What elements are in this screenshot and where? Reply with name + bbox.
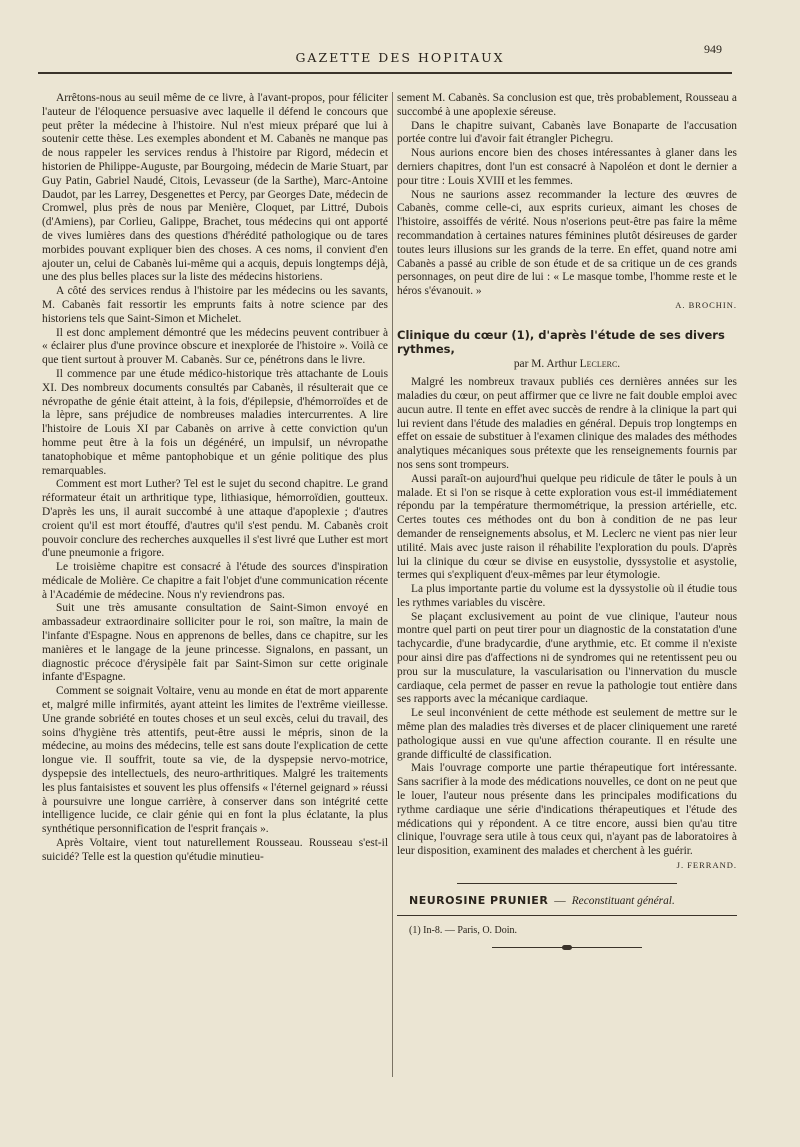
page-number: 949	[704, 42, 722, 56]
paragraph: Arrêtons-nous au seuil même de ce livre, à l'avant-propos, pour féliciter l'auteur de l'éloquence persuasive avec laquelle il défend le concours que peut prêter la médecine à l'histoire. Nul n'est mieux préparé que lui à soutenir cette thèse. Les exemples abondent et M. Cabanès ne manque pas de nous rappeler les services rendus à l'histoire par Rigord, médecin et historien de Philippe-Auguste, par Bourgoing, médecin de Marie Stuart, par Guy Patin, Gabriel Naudé, Citois, Levasseur (de la Sarthe), Marc-Antoine Daudot, par les Larrey, Desgenettes et Percy, par Georges Date, médecin de Cromwel, plus près de nous par Menière, Cloquet, par Littré, Dubois (d'Amiens), par Corlieu, Galippe, Brachet, tous médecins qui ont apporté de vives lumières dans des questions d'hérédité pathologique ou de tares morbides pouvant expliquer bien des choses. A ces noms, il convient d'en ajouter un, celui de Cabanès lui-même qui a acquis, depuis longtemps déjà, une des plus belles places sur la liste des médecins historiens.	[42, 92, 388, 284]
paragraph: Se plaçant exclusivement au point de vue clinique, l'auteur nous montre quel parti on peut tirer pour un diagnostic de la constatation d'une tachycardie, d'une bradycardie, d'une arythmie, etc. Et comme il n'existe pour ainsi dire pas d'affections ni de syndromes qui ne retentissent peu ou prou sur la musculature, la vascularisation ou l'innervation du muscle cardiaque, cela permet de passer en revue la pathologie tout entière dans ses rapports avec la mécanique cardiaque.	[397, 610, 737, 706]
advertisement	[409, 894, 737, 909]
paragraph: Il commence par une étude médico-historique très attachante de Louis XI. Des nombreux documents consultés par Cabanès, il résulterait que ce névropathe de génie était atteint, à la fois, d'épilepsie, d'hémorroïdes et de la lèpre, sans préjudice de nombreuses maladies intercurrentes. A lire l'histoire de Louis XI par Cabanès on arrive à cette conviction qu'un homme peut être à la fois un dégénéré, un impulsif, un névropathe tanatophobique et même pantophobique et un génie politique des plus remarquables.	[42, 367, 388, 477]
paragraph: Comment est mort Luther? Tel est le sujet du second chapitre. Le grand réformateur était un arthritique type, lithiasique, hémorroïdien, goutteux. D'après les uns, il aurait succombé à une attaque d'apoplexie ; d'autres croient qu'il est mort étouffé, d'autres qu'il s'est pendu. M. Cabanès croit pouvoir conclure des recherches auxquelles il s'est livré que Luther est mort d'une pneumonie a frigore.	[42, 478, 388, 560]
section-author	[397, 358, 737, 372]
advert-brand: NEUROSINE PRUNIER	[409, 893, 549, 907]
section-rule	[457, 883, 677, 884]
author-name: Leclerc.	[579, 358, 621, 371]
paragraph: La plus importante partie du volume est la dyssystolie où il étudie tous les rythmes variables du viscère.	[397, 583, 737, 609]
header-rule	[38, 72, 732, 74]
paragraph: Aussi paraît-on aujourd'hui quelque peu ridicule de tâter le pouls à un malade. Et si l'on se risque à cette exploration vous est-il immédiatement répondu par la température thermométrique, la pression artérielle, etc. Certes toutes ces méthodes ont du bon à condition de ne pas leur demander de renseignements absolus, et M. Leclerc ne vient pas nier leur utilité. Mais avec juste raison il réhabilite l'exploration du pouls. D'après lui la clinique du cœur se divise en eusystolie, dyssystolie et asystolie, termes qui s'expliquent d'eux-mêmes par leur étymologie.	[397, 472, 737, 582]
advert-rule	[397, 915, 737, 916]
right-column	[397, 92, 737, 951]
paragraph: Comment se soignait Voltaire, venu au monde en état de mort apparente et, malgré mille infirmités, ayant atteint les limites de l'extrême vieillesse. Une grande sobriété en toutes choses et un seul excès, celui du travail, des soins d'hygiène très attentifs, peut-être aussi le mépris, sinon de la médecine, au moins des médecins, telle est sans doute l'explication de cette longue vie. Il souffrit, toute sa vie, de la dyspepsie nervo-motrice, dyspepsie des intellectuels, des neuro-arthritiques. Malgré les traitements les plus fantaisistes et souvent les plus offensifs « l'éternel geignard » réussi à poursuivre une longue carrière, à conserver dans son intégrité cette intelligence lucide, ce clair génie qui en font la plus éclatante, la plus synthétique personnification de l'esprit français ».	[42, 685, 388, 836]
paragraph: Dans le chapitre suivant, Cabanès lave Bonaparte de l'accusation portée contre lui d'avoir fait étrangler Pichegru.	[397, 119, 737, 146]
paragraph: sement M. Cabanès. Sa conclusion est que, très probablement, Rousseau a succombé à une apoplexie séreuse.	[397, 92, 737, 118]
paragraph: Le troisième chapitre est consacré à l'étude des sources d'inspiration médicale de Molière. Ce chapitre a fait l'objet d'une communication récente à l'Académie de médecine. Nous n'y reviendrons pas.	[42, 561, 388, 601]
signature: A. BROCHIN.	[675, 299, 737, 310]
paragraph: A côté des services rendus à l'histoire par les médecins ou les savants, M. Cabanès fait ressortir les emprunts faits à notre science par des historiens tels que Saint-Simon et Michelet.	[42, 285, 388, 325]
paragraph: Après Voltaire, vient tout naturellement Rousseau. Rousseau s'est-il suicidé? Telle est la question qu'étudie minutieu-	[42, 837, 388, 863]
signature: J. FERRAND.	[676, 860, 737, 871]
page-title: GAZETTE DES HOPITAUX	[295, 50, 505, 65]
paragraph: Suit une très amusante consultation de Saint-Simon envoyé en ambassadeur extraordinaire solliciter pour le roi, son maître, la main de l'infante d'Espagne. Nous en apprenons de belles, dans ce chapitre, sur les manières et le langage de la jeune princesse. Signalons, en passant, un diagnostic précoce d'érysipèle fait par Saint-Simon sur cette originale infante d'Espagne.	[42, 602, 388, 684]
paragraph: Le seul inconvénient de cette méthode est seulement de mettre sur le même plan des maladies très diverses et de placer cliniquement une rareté pathologique aussi en vue qu'une affection courante. Il en résulte une grande difficulté de classification.	[397, 707, 737, 761]
section-title: Clinique du cœur (1), d'après l'étude de ses divers rythmes,	[397, 327, 725, 356]
footnote: (1) In-8. — Paris, O. Doin.	[409, 924, 518, 936]
paragraph: Il est donc amplement démontré que les médecins peuvent contribuer à « éclairer plus d'une province obscure et inexplorée de l'histoire ». Voilà ce que tient surtout à prouver M. Cabanès. Sur ce, pénétrons dans le livre.	[42, 326, 388, 367]
end-ornament	[492, 945, 642, 951]
author-prefix: par M. Arthur	[513, 358, 580, 371]
column-divider	[392, 92, 393, 1077]
paragraph: Mais l'ouvrage comporte une partie thérapeutique fort intéressante. Sans sacrifier à la mode des médications nouvelles, ce dont on ne peut que le louer, l'auteur nous présente dans les principales modifications du rythme cardiaque une série d'indications thérapeutiques et l'étude des médications qui y répondent. A ce titre encore, aussi bien qu'au titre clinique, l'ouvrage sera utile à tous ceux qui, n'ayant pas de laboratoires à leur disposition, examinent des malades et cherchent à les guérir.	[397, 762, 737, 858]
left-column	[42, 92, 388, 865]
advert-tagline: Reconstituant général.	[571, 894, 675, 907]
paragraph: Nous ne saurions assez recommander la lecture des œuvres de Cabanès, comme celle-ci, aux esprits curieux, aimant les choses de l'histoire, assoiffés de vérité. Nous n'oserions peut-être pas faire la même recommandation à certaines natures féminines plutôt désireuses de garder toutes leurs illusions sur les grands de la terre. En effet, quand notre ami Cabanès a passé au crible de son étude et de sa critique un de ces grands personnages, on peut dire de lui : « Le masque tombe, l'homme reste et le héros s'évanouit. »	[397, 188, 737, 298]
paragraph: Malgré les nombreux travaux publiés ces dernières années sur les maladies du cœur, on peut affirmer que ce livre ne fait double emploi avec aucun autre. Il tente en effet avec succès de rendre à la clinique la part qui lui revient dans l'étude des maladies en général. Depuis trop longtemps en effet on essaie de substituer à l'examen clinique des malades des méthodes analytiques mécaniques sous prétexte que les renseignements fournis par nos sens sont trompeurs.	[397, 376, 737, 471]
paragraph: Nous aurions encore bien des choses intéressantes à glaner dans les derniers chapitres, dont l'un est consacré à Napoléon et dont le dernier a pour titre : Louis XVIII et les femmes.	[397, 147, 737, 187]
advert-separator: —	[554, 894, 566, 907]
